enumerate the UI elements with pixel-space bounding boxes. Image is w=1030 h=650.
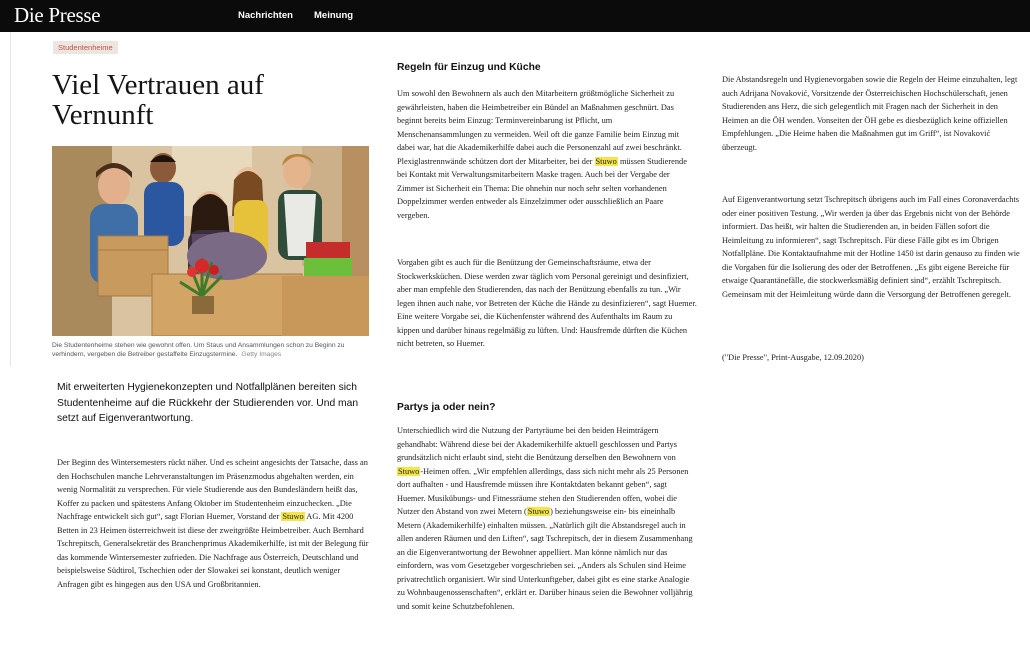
divider-line: [10, 32, 11, 366]
article-paragraph-eigenverantwortung: Auf Eigenverantwortung setzt Tschrepitsch übrigens auch im Fall eines Coronaverdachts oder einer positiven Testung. „Wir werden ja über das Ergebnis nicht von der Behörde informiert. Das heißt, wir halten die Studierenden an, in beiden Fällen sofort die Heimleitung zu informieren“, sagt Tschrepitsch. Für diese Fälle gibt es im Übrigen Notfallpläne. Die Kontaktaufnahme mit der Hotline 1450 ist darin genauso zu finden wie die Vorgaben für die Isolierung des oder der Betroffenen. „Es gibt eigene Bereiche für etwaige Quarantänefälle, die stockwerksmäßig definiert sind“, erzählt Tschrepitsch. Gemeinsam mit der Heimleitung würde dann die Versorgung der Betroffenen geregelt.: [722, 195, 1020, 299]
highlighted-term: Stuwo: [398, 466, 420, 476]
top-navigation-bar: [0, 0, 1030, 32]
highlighted-term: Stuwo: [595, 156, 617, 166]
article-headline: Viel Vertrauen auf Vernunft: [52, 69, 264, 131]
article-hero-image: [52, 146, 369, 336]
article-paragraph-kueche: Vorgaben gibt es auch für die Benützung der Gemeinschaftsräume, etwa der Stockwerksküchen. Diese werden zwar täglich vom Personal gereinigt und desinfiziert, aber man empfehle den Studierenden, das nach der Benützung ebenfalls zu tun. „Wir legen ihnen auch nahe, vor Betreten der Küche die Hände zu desinfizieren“, sagt Huemer. Eine weitere Vorgabe sei, die Küchenfenster während des Aufenthalts im Raum zu kippen und darüber hinaus regelmäßig zu lüften. Und: Hausfremde dürften die Küchen nicht betreten, so Huemer.: [397, 258, 697, 348]
nav-item-nachrichten[interactable]: Nachrichten: [238, 10, 293, 21]
image-caption-text: Die Studentenheime stehen wie gewohnt offen. Um Staus und Ansammlungen schon zu Beginn zu verhindern, vergeben die Betreiber gestaffelte Einzugstermine.: [52, 342, 345, 358]
nav-item-meinung[interactable]: Meinung: [314, 10, 354, 21]
section-heading-einzug-kueche: Regeln für Einzug und Küche: [397, 62, 541, 73]
article-paragraph-oeh: Die Abstandsregeln und Hygienevorgaben sowie die Regeln der Heime einzuhalten, legt auch Adrijana Novaković, Vorsitzende der Österreichischen Hochschülerschaft, jenen Studierenden ans Herz, die sich gelegentlich mit Fragen nach der Sicherheit in den Heimen an die ÖH wenden. Vonseiten der ÖH gebe es diesbezüglich keine offiziellen Empfehlungen. „Die Heime haben die Maßnahmen gut im Griff“, ist Novaković überzeugt.: [722, 75, 1018, 152]
image-caption: [52, 341, 372, 359]
article-paragraph-intro: Der Beginn des Wintersemesters rückt näher. Und es scheint angesichts der Tatsache, dass an den Hochschulen manche Lehrveranstaltungen im Präsenzmodus abgehalten werden, ein wenig Normalität zu versprechen. Für viele Studierende aus den Bundesländern heißt das, Koffer zu packen und spätestens Anfang Oktober im Studentenheim einzuchecken. „Die Nachfrage entwickelt sich gut“, sagt Florian Huemer, Vorstand der Stuwo AG. Mit 4200 Betten in 23 Heimen österreichweit ist diese der zweitgrößte Heimbetreiber. Auch Bernhard Tschrepitsch, Generalsekretär des Branchenprimus Akademikerhilfe, ist mit der Belegung für das kommende Wintersemester zufrieden. Die Nachfrage aus Österreich, Deutschland und beispielsweise Südtirol, Tschechien oder der Slowakei sei konstant, deutlich weniger Anfragen gibt es hingegen aus den USA und Großbritannien.: [57, 458, 369, 589]
article-lead: Mit erweiterten Hygienekonzepten und Notfallplänen bereiten sich Studentenheime auf die Rückkehr der Studierenden vor. Und man setzt auf Eigenverantwortung.: [57, 382, 359, 424]
students-with-boxes-illustration: [52, 146, 369, 336]
article-paragraph-partys: Unterschiedlich wird die Nutzung der Partyräume bei den beiden Heimträgern gehandhabt: Während diese bei der Akademikerhilfe aktuell geschlossen und Partys grundsätzlich nicht erlaubt sind, steht die Benützung derselben den Bewohnern von Stuwo-Heimen offen. „Wir empfehlen allerdings, dass sich nicht mehr als 25 Personen dort aufhalten - und Hausfremde müssen ihre Kontaktdaten bekannt geben“, sagt Huemer. Musikübungs- und Fitnessräume stehen den Studierenden offen, wobei die Nutzer den Abstand von zwei Metern (Stuwo) beziehungsweise ein- bis eineinhalb Metern (Akademikerhilfe) einhalten müssen. „Natürlich gilt die Abstandsregel auch in allen anderen Räumen und den Liften“, sagt Tschrepitsch, der in diesem Zusammenhang an die Eigenverantwortung der Bewohner appelliert. Man könne nämlich nur das einfordern, was vom Gesetzgeber vorgeschrieben sei. „Anders als Schulen sind Heime privatrechtlich organisiert. Wir sind Unterkunftgeber, dabei gibt es eine starke Analogie zu Wohnbaugenossenschaften“, erklärt er. Darüber hinaus seien die Bewohner volljährig und somit keine Schutzbefohlenen.: [397, 426, 693, 611]
section-heading-partys: Partys ja oder nein?: [397, 402, 496, 413]
image-credit: Getty Images: [241, 351, 282, 358]
highlighted-term: Stuwo: [527, 507, 550, 516]
category-tag[interactable]: Studentenheime: [53, 41, 118, 54]
article-paragraph-einzug: Um sowohl den Bewohnern als auch den Mitarbeitern größtmögliche Sicherheit zu gewährleisten, haben die Heimbetreiber ein Bündel an Maßnahmen geschnürt. Das beginnt bereits beim Einzug: Terminvereinbarung ist Pflicht, um Menschenansammlungen zu vermeiden. Weil oft die ganze Familie beim Einzug mit dabei war, hat die Akademikerhilfe dabei auch die Personenzahl auf zwei beschränkt. Plexiglastrennwände schützen dort der Mitarbeiter, bei der Stuwo müssen Studierende bei Kontakt mit Verwaltungsmitarbeitern Maske tragen. Auch bei der Vergabe der Zimmer ist Sicherheit ein Thema: Die ohnehin nur noch sehr selten vorhandenen Doppelzimmer werden entweder als Einzelzimmer oder ausschließlich an Paare vergeben.: [397, 89, 687, 220]
site-logo[interactable]: Die Presse: [14, 3, 101, 27]
article-source: ("Die Presse", Print-Ausgabe, 12.09.2020): [722, 353, 864, 362]
highlighted-term: Stuwo: [282, 512, 304, 521]
